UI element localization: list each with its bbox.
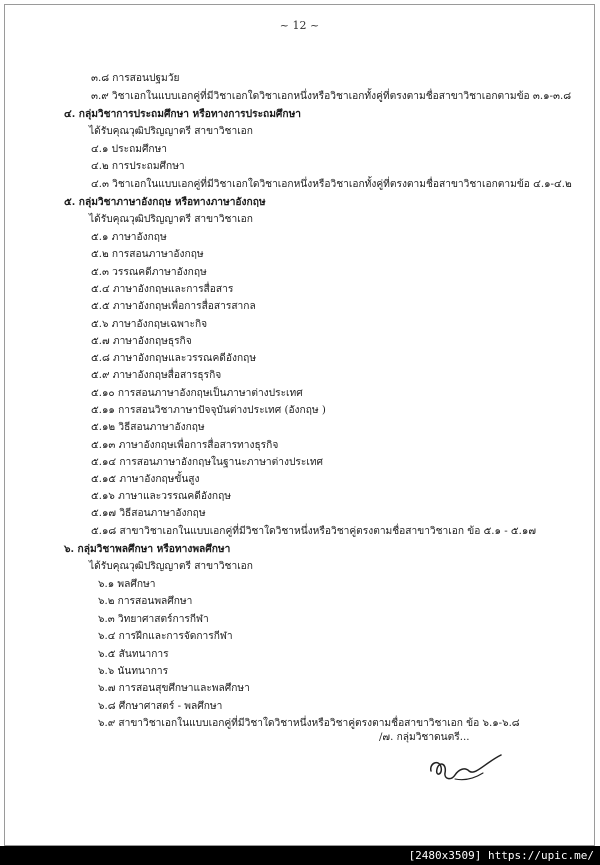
list-item: ๕.๗ ภาษาอังกฤษธุรกิจ xyxy=(91,336,192,347)
section-heading: ๔. กลุ่มวิชาการประถมศึกษา หรือทางการประถมศึกษา xyxy=(64,108,301,120)
list-item: ๓.๙ วิชาเอกในแบบเอกคู่ที่มีวิชาเอกใดวิชาเอกหนึ่งหรือวิชาเอกทั้งคู่ที่ตรงตามชื่อสาขาวิชาเอกตามข้อ ๓.๑-๓.๘ xyxy=(91,91,572,102)
list-item: ได้รับคุณวุฒิปริญญาตรี สาขาวิชาเอก xyxy=(89,214,253,225)
list-item: ๕.๑๐ การสอนภาษาอังกฤษเป็นภาษาต่างประเทศ xyxy=(91,388,303,399)
list-item: ๕.๓ วรรณคดีภาษาอังกฤษ xyxy=(91,267,207,278)
list-item: ๕.๑๖ ภาษาและวรรณคดีอังกฤษ xyxy=(91,491,231,502)
list-item: ๕.๑๘ สาขาวิชาเอกในแบบเอกคู่ที่มีวิชาใดวิชาหนึ่งหรือวิชาคู่ตรงตามชื่อสาขาวิชาเอก ข้อ ๕.๑ - ๕.๑๗ xyxy=(91,526,537,537)
continuation-note: /๗. กลุ่มวิชาดนตรี... xyxy=(379,732,470,743)
list-item: ๓.๘ การสอนปฐมวัย xyxy=(91,73,180,84)
list-item: ๖.๓ วิทยาศาสตร์การกีฬา xyxy=(98,614,209,625)
list-item: ๖.๗ การสอนสุขศึกษาและพลศึกษา xyxy=(98,683,250,694)
list-item: ๔.๑ ประถมศึกษา xyxy=(91,144,168,155)
list-item: ๔.๒ การประถมศึกษา xyxy=(91,161,185,172)
list-item: ๕.๑๒ วิธีสอนภาษาอังกฤษ xyxy=(91,422,205,433)
list-item: ๕.๕ ภาษาอังกฤษเพื่อการสื่อสารสากล xyxy=(91,301,256,312)
image-size-watermark: [2480x3509] https://upic.me/ xyxy=(0,846,600,865)
list-item: ๕.๑๔ การสอนภาษาอังกฤษในฐานะภาษาต่างประเทศ xyxy=(91,457,324,468)
list-item: ๕.๔ ภาษาอังกฤษและการสื่อสาร xyxy=(91,284,234,295)
list-item: ได้รับคุณวุฒิปริญญาตรี สาขาวิชาเอก xyxy=(89,126,253,137)
list-item: ๕.๑ ภาษาอังกฤษ xyxy=(91,232,167,243)
list-item: ๖.๑ พลศึกษา xyxy=(98,579,156,590)
signature xyxy=(425,749,515,785)
list-item: ๕.๑๕ ภาษาอังกฤษขั้นสูง xyxy=(91,474,200,485)
list-item: ๕.๖ ภาษาอังกฤษเฉพาะกิจ xyxy=(91,319,208,330)
list-item: ๖.๕ สันทนาการ xyxy=(98,649,169,660)
list-item: ๕.๑๗ วิธีสอนภาษาอังกฤษ xyxy=(91,508,206,519)
list-item: ๕.๑๓ ภาษาอังกฤษเพื่อการสื่อสารทางธุรกิจ xyxy=(91,440,279,451)
page-number: ~ 12 ~ xyxy=(279,19,320,32)
list-item: ได้รับคุณวุฒิปริญญาตรี สาขาวิชาเอก xyxy=(89,561,253,572)
section-heading: ๕. กลุ่มวิชาภาษาอังกฤษ หรือทางภาษาอังกฤษ xyxy=(64,196,266,208)
list-item: ๖.๘ ศึกษาศาสตร์ - พลศึกษา xyxy=(98,701,223,712)
list-item: ๖.๔ การฝึกและการจัดการกีฬา xyxy=(98,631,233,642)
section-heading: ๖. กลุ่มวิชาพลศึกษา หรือทางพลศึกษา xyxy=(64,543,231,555)
list-item: ๕.๑๑ การสอนวิชาภาษาปัจจุบันต่างประเทศ (อังกฤษ ) xyxy=(91,405,326,416)
document-page xyxy=(4,4,595,846)
list-item: ๖.๙ สาขาวิชาเอกในแบบเอกคู่ที่มีวิชาใดวิชาหนึ่งหรือวิชาคู่ตรงตามชื่อสาขาวิชาเอก ข้อ ๖.๑-๖.๘ xyxy=(98,718,520,729)
list-item: ๖.๒ การสอนพลศึกษา xyxy=(98,596,193,607)
list-item: ๕.๒ การสอนภาษาอังกฤษ xyxy=(91,249,204,260)
list-item: ๔.๓ วิชาเอกในแบบเอกคู่ที่มีวิชาเอกใดวิชาเอกหนึ่งหรือวิชาเอกทั้งคู่ที่ตรงตามชื่อสาขาวิชาเอกตามข้อ ๔.๑-๔.๒ xyxy=(91,179,572,190)
list-item: ๕.๘ ภาษาอังกฤษและวรรณคดีอังกฤษ xyxy=(91,353,257,364)
list-item: ๖.๖ นันทนาการ xyxy=(98,666,169,677)
list-item: ๕.๙ ภาษาอังกฤษสื่อสารธุรกิจ xyxy=(91,370,222,381)
